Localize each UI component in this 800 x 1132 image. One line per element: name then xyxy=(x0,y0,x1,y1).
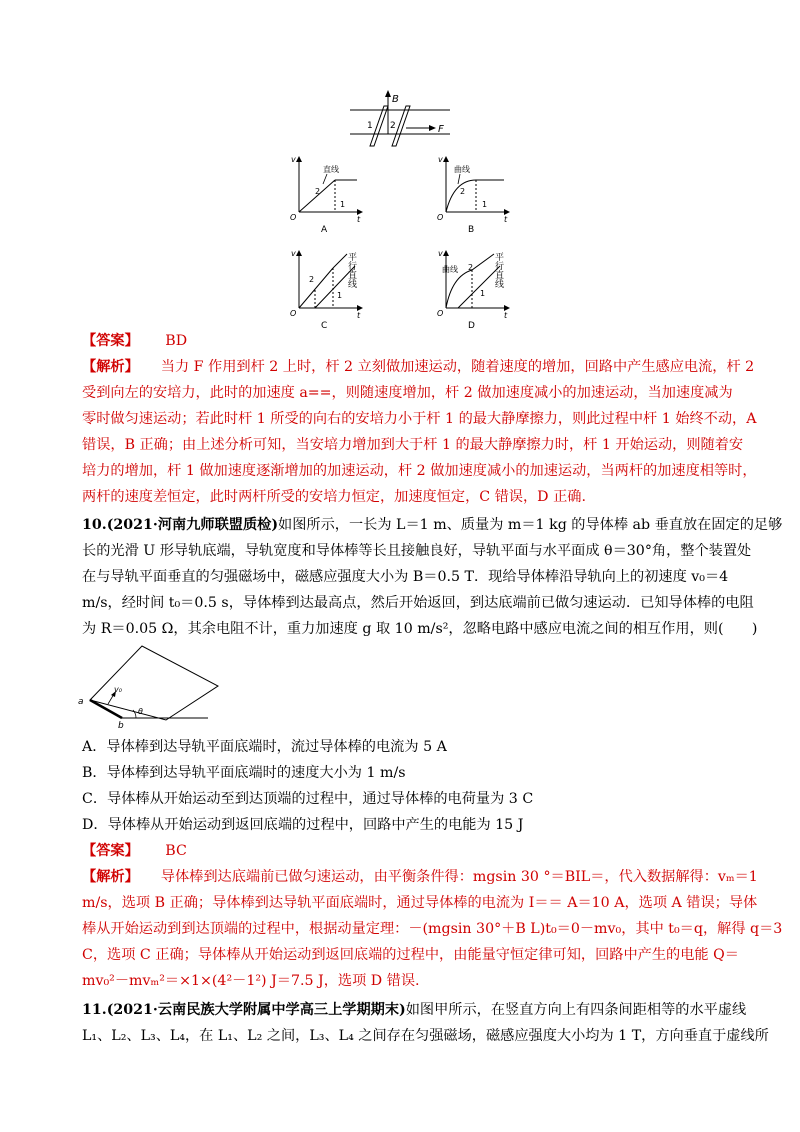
svg-text:a: a xyxy=(78,697,84,707)
svg-text:1: 1 xyxy=(482,200,488,209)
q10-analysis-line-1: m/s，选项 B 正确；导体棒到达导轨平面底端时，通过导体棒的电流为 I＝＝ A＝10 A，选项 A 错误；导体 xyxy=(82,895,758,911)
q10-analysis-line-0: 【解析】 导体棒到达底端前已做匀速运动，由平衡条件得：mgsin 30 °＝BIL＝，代入数据解得：vₘ＝1 xyxy=(82,869,758,885)
q9-answer-line xyxy=(82,331,722,351)
svg-text:t: t xyxy=(357,311,361,320)
graph-d-label: D xyxy=(468,321,475,330)
rod2-label: 2 xyxy=(390,121,396,131)
svg-text:t: t xyxy=(504,215,508,224)
graph-d xyxy=(432,240,512,330)
field-label: B xyxy=(392,94,399,105)
analysis-tag: 【解析】 xyxy=(82,359,139,375)
svg-text:曲线: 曲线 xyxy=(442,265,458,274)
svg-text:v: v xyxy=(438,249,443,258)
svg-text:1: 1 xyxy=(340,200,346,209)
svg-text:v: v xyxy=(438,155,443,164)
q10-option-a[interactable]: A．导体棒到达导轨平面底端时，流过导体棒的电流为 5 A xyxy=(82,739,447,755)
q10-option-c[interactable]: C．导体棒从开始运动至到达顶端的过程中，通过导体棒的电荷量为 3 C xyxy=(82,791,534,807)
svg-text:θ: θ xyxy=(138,707,143,716)
svg-text:t: t xyxy=(357,215,361,224)
q10-number: 10. xyxy=(82,517,107,533)
svg-text:2: 2 xyxy=(468,263,474,272)
q9-analysis-line-4: 培力的增加，杆 1 做加速度逐渐增加的加速运动，杆 2 做加速度减小的加速运动，当两杆的加速度相等时， xyxy=(82,463,757,479)
q10-analysis-line-4: mv₀²－mvₘ²＝×1×(4²－1²) J＝7.5 J，选项 D 错误. xyxy=(82,973,420,989)
rails-figure xyxy=(340,88,460,154)
q10-stem-line-2: 在与导轨平面垂直的匀强磁场中，磁感应强度大小为 B＝0.5 T．现给导体棒沿导轨向上的初速度 v₀＝4 xyxy=(82,569,729,585)
q10-stem-line-1: 长的光滑 U 形导轨底端，导轨宽度和导体棒等长且接触良好，导轨平面与水平面成 θ＝30°角，整个装置处 xyxy=(82,543,752,559)
svg-text:直线: 直线 xyxy=(323,165,339,174)
q9-analysis-line-2: 零时做匀速运动；若此时杆 1 所受的向右的安培力小于杆 1 的最大静摩擦力，则此过程中杆 1 始终不动，A xyxy=(82,411,757,427)
svg-text:2: 2 xyxy=(315,187,321,196)
svg-text:2: 2 xyxy=(460,187,466,196)
svg-text:2: 2 xyxy=(309,275,315,284)
q10-analysis-line-2: 棒从开始运动到到达顶端的过程中，根据动量定理：－(mgsin 30°＋B L)t₀＝0－mv₀，其中 t₀＝q，解得 q＝3 xyxy=(82,921,783,937)
svg-text:1: 1 xyxy=(337,291,343,300)
q10-stem-line-4: 为 R＝0.05 Ω，其余电阻不计，重力加速度 g 取 10 m/s²，忽略电路中感应电流之间的相互作用，则( ) xyxy=(82,621,758,637)
graph-c-label: C xyxy=(321,321,328,330)
q9-analysis-line-1: 受到向左的安培力，此时的加速度 a==，则随速度增加，杆 2 做加速度减小的加速运动，当加速度减为 xyxy=(82,385,733,401)
answer-tag: 【答案】 xyxy=(82,333,139,349)
q9-analysis-line-5: 两杆的速度差恒定，此时两杆所受的安培力恒定，加速度恒定，C 错误，D 正确. xyxy=(82,489,586,505)
q11-stem-line-0: 11.(2021·云南民族大学附属中学高三上学期期末)如图甲所示，在竖直方向上有四条间距相等的水平虚线 xyxy=(82,1002,747,1018)
svg-text:v: v xyxy=(291,155,296,164)
q10-stem-line-0: 10.(2021·河南九师联盟质检)如图所示，一长为 L＝1 m、质量为 m＝1 kg 的导体棒 ab 垂直放在固定的足够 xyxy=(82,517,783,533)
rod1-label: 1 xyxy=(367,121,373,131)
q9-answer: BD xyxy=(165,333,188,349)
svg-text:O: O xyxy=(437,309,444,318)
svg-text:平行直线: 平行直线 xyxy=(346,252,356,288)
q11-number: 11. xyxy=(82,1002,107,1018)
svg-text:O: O xyxy=(290,309,297,318)
q11-source: (2021·云南民族大学附属中学高三上学期期末) xyxy=(106,1002,406,1018)
graph-a xyxy=(285,152,365,234)
graph-a-label: A xyxy=(321,225,328,234)
svg-text:t: t xyxy=(504,311,508,320)
q10-option-b[interactable]: B．导体棒到达导轨平面底端时的速度大小为 1 m/s xyxy=(82,765,406,781)
force-label: F xyxy=(438,124,444,135)
q10-source: (2021·河南九师联盟质检) xyxy=(106,517,279,533)
svg-text:平行直线: 平行直线 xyxy=(493,252,503,288)
graph-b xyxy=(432,152,512,234)
q10-analysis-line-3: C，选项 C 正确；导体棒从开始运动到返回底端的过程中，由能量守恒定律可知，回路中产生的电能 Q＝ xyxy=(82,947,739,963)
q10-answer-line: 【答案】 BC xyxy=(82,843,187,859)
graph-b-label: B xyxy=(468,225,475,234)
q9-analysis-line-0: 【解析】 当力 F 作用到杆 2 上时，杆 2 立刻做加速运动，随着速度的增加，回路中产生感应电流，杆 2 xyxy=(82,359,755,375)
svg-text:b: b xyxy=(118,721,124,730)
svg-text:O: O xyxy=(437,213,444,222)
q10-stem-line-3: m/s，经时间 t₀＝0.5 s，导体棒到达最高点，然后开始返回，到达底端前已做匀速运动．已知导体棒的电阻 xyxy=(82,595,754,611)
incline-figure xyxy=(78,640,228,730)
svg-text:曲线: 曲线 xyxy=(454,165,470,174)
q10-answer: BC xyxy=(165,843,187,859)
svg-text:1: 1 xyxy=(480,289,486,298)
q9-analysis-line-3: 错误，B 正确；由上述分析可知，当安培力增加到大于杆 1 的最大静摩擦力时，杆 1 开始运动，则随着安 xyxy=(82,437,744,453)
graph-c xyxy=(285,240,365,330)
q11-stem-line-1: L₁、L₂、L₃、L₄，在 L₁、L₂ 之间，L₃、L₄ 之间存在匀强磁场，磁感应强度大小均为 1 T，方向垂直于虚线所 xyxy=(82,1028,769,1044)
svg-text:O: O xyxy=(290,213,297,222)
svg-text:v: v xyxy=(291,249,296,258)
q10-option-d[interactable]: D．导体棒从开始运动到返回底端的过程中，回路中产生的电能为 15 J xyxy=(82,817,524,833)
svg-text:v₀: v₀ xyxy=(114,685,122,694)
